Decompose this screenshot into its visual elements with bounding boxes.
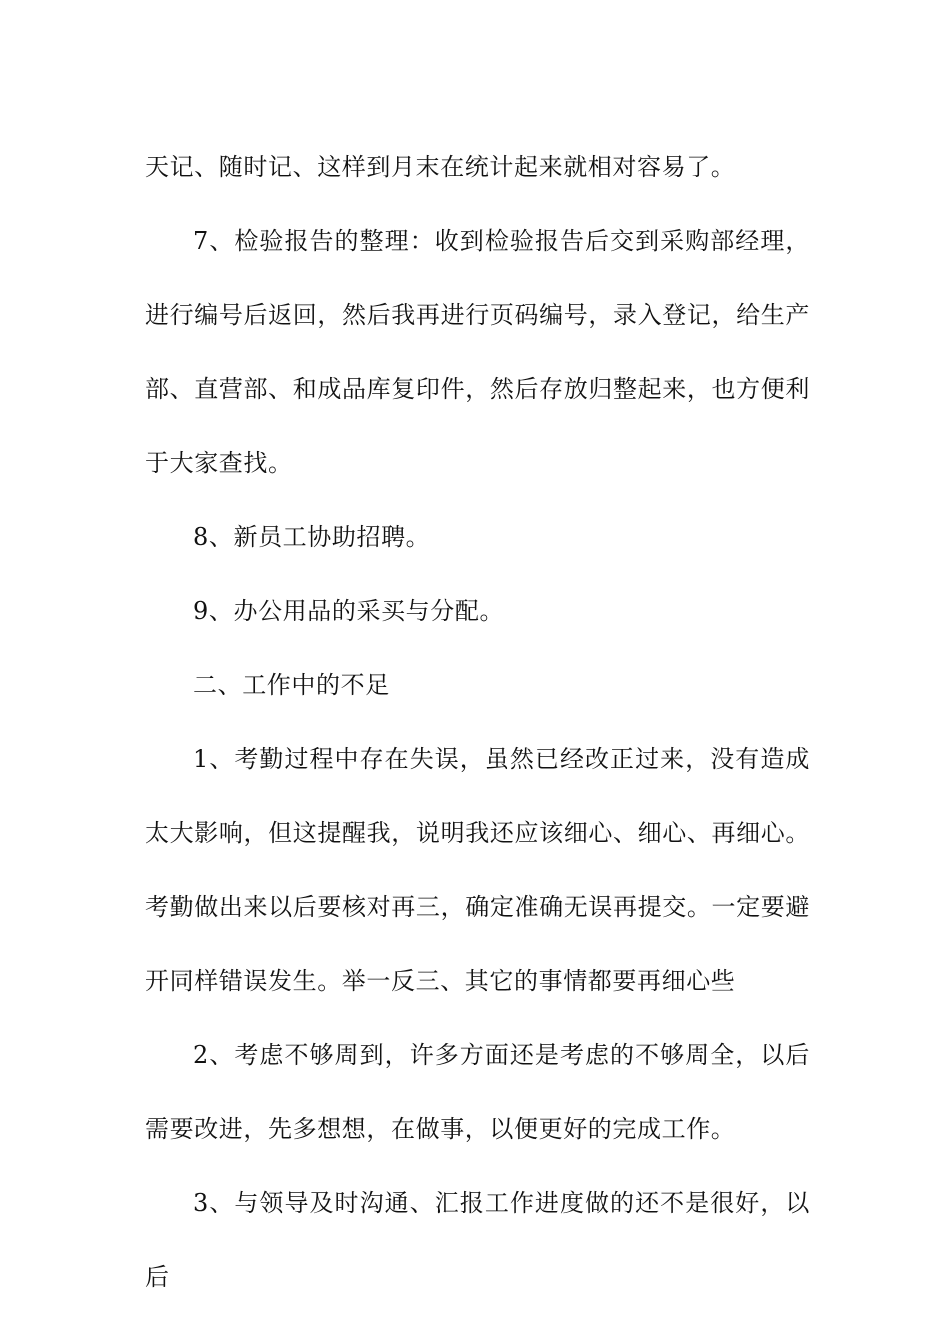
paragraph-shortcoming-1: 1、考勤过程中存在失误，虽然已经改正过来，没有造成太大影响，但这提醒我，说明我还应该细心、细心、再细心。考勤做出来以后要核对再三，确定准确无误再提交。一定要避开同样错误发生。举一反三、其它的事情都要再细心些: [145, 745, 810, 995]
section-heading-shortcomings: 二、工作中的不足: [193, 671, 390, 699]
paragraph-item-8: 8、新员工协助招聘。: [193, 523, 431, 551]
document-page: [145, 130, 810, 1314]
paragraph-item-7: 7、检验报告的整理：收到检验报告后交到采购部经理，进行编号后返回，然后我再进行页码编号，录入登记，给生产部、直营部、和成品库复印件，然后存放归整起来，也方便利于大家查找。: [145, 227, 810, 477]
paragraph-continuation: 天记、随时记、这样到月末在统计起来就相对容易了。: [145, 153, 736, 181]
paragraph-shortcoming-2: 2、考虑不够周到，许多方面还是考虑的不够周全，以后需要改进，先多想想，在做事，以便更好的完成工作。: [145, 1041, 810, 1143]
paragraph-item-9: 9、办公用品的采买与分配。: [193, 597, 505, 625]
paragraph-shortcoming-3: 3、与领导及时沟通、汇报工作进度做的还不是很好，以后: [145, 1189, 810, 1291]
